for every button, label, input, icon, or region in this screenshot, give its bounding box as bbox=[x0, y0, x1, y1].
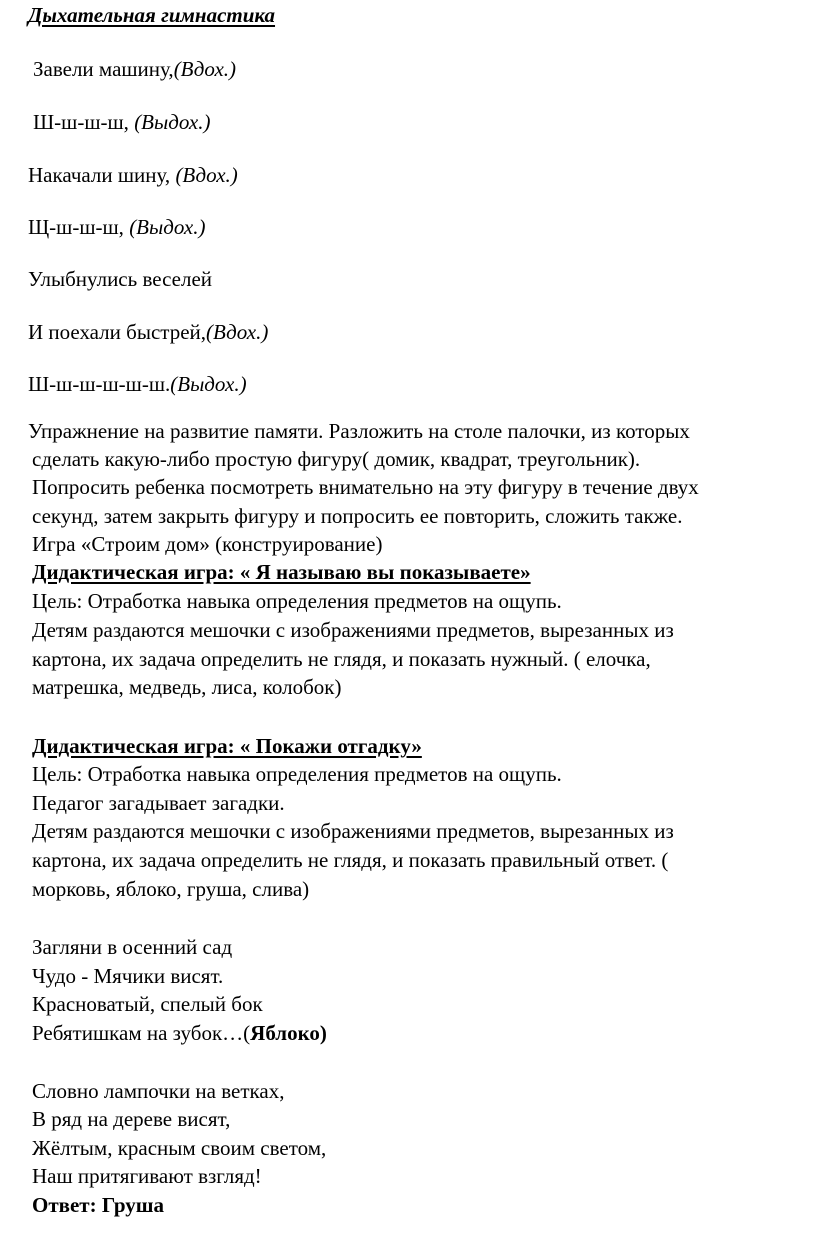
breathing-line: Ш-ш-ш-ш-ш-ш.(Выдох.) bbox=[28, 372, 247, 396]
game2-line: Цель: Отработка навыка определения предметов на ощупь. bbox=[32, 762, 562, 786]
riddle2-line: Наш притягивают взгляд! bbox=[32, 1164, 262, 1188]
memory-line: Попросить ребенка посмотреть внимательно на эту фигуру в течение двух bbox=[32, 475, 699, 499]
game1-line: Детям раздаются мешочки с изображениями предметов, вырезанных из bbox=[32, 618, 674, 642]
game2-line: Педагог загадывает загадки. bbox=[32, 791, 285, 815]
breathing-line: Завели машину,(Вдох.) bbox=[33, 57, 237, 81]
riddle1-line: Чудо - Мячики висят. bbox=[32, 964, 224, 988]
game1-line: матрешка, медведь, лиса, колобок) bbox=[32, 675, 342, 699]
game1-line: Цель: Отработка навыка определения предметов на ощупь. bbox=[32, 589, 562, 613]
game2-title: Дидактическая игра: « Покажи отгадку» bbox=[32, 734, 422, 758]
breathing-line: Ш-ш-ш-ш, (Выдох.) bbox=[33, 110, 211, 134]
game2-line: картона, их задача определить не глядя, и показать правильный ответ. ( bbox=[32, 848, 669, 872]
game1-line: картона, их задача определить не глядя, и показать нужный. ( елочка, bbox=[32, 647, 651, 671]
riddle1-answer-line: Ребятишкам на зубок…(Яблоко) bbox=[32, 1021, 327, 1045]
game1-title: Дидактическая игра: « Я называю вы показываете» bbox=[32, 560, 531, 584]
breathing-title: Дыхательная гимнастика bbox=[28, 3, 276, 27]
riddle2-line: Словно лампочки на ветках, bbox=[32, 1079, 285, 1103]
game2-line: Детям раздаются мешочки с изображениями предметов, вырезанных из bbox=[32, 819, 674, 843]
breathing-line: И поехали быстрей,(Вдох.) bbox=[28, 320, 269, 344]
riddle2-line: В ряд на дереве висят, bbox=[32, 1107, 231, 1131]
memory-line: Игра «Строим дом» (конструирование) bbox=[32, 532, 383, 556]
riddle1-line: Красноватый, спелый бок bbox=[32, 992, 263, 1016]
breathing-line: Улыбнулись веселей bbox=[28, 267, 213, 291]
breathing-line: Накачали шину, (Вдох.) bbox=[28, 163, 238, 187]
memory-line: секунд, затем закрыть фигуру и попросить ее повторить, сложить также. bbox=[32, 504, 683, 528]
riddle1-line: Загляни в осенний сад bbox=[32, 935, 233, 959]
game2-line: морковь, яблоко, груша, слива) bbox=[32, 877, 310, 901]
breathing-line: Щ-ш-ш-ш, (Выдох.) bbox=[28, 215, 206, 239]
memory-line: сделать какую-либо простую фигуру( домик, квадрат, треугольник). bbox=[32, 447, 641, 471]
riddle2-line: Жёлтым, красным своим светом, bbox=[32, 1136, 327, 1160]
memory-line: Упражнение на развитие памяти. Разложить на столе палочки, из которых bbox=[28, 419, 690, 443]
riddle2-answer: Ответ: Груша bbox=[32, 1193, 165, 1217]
